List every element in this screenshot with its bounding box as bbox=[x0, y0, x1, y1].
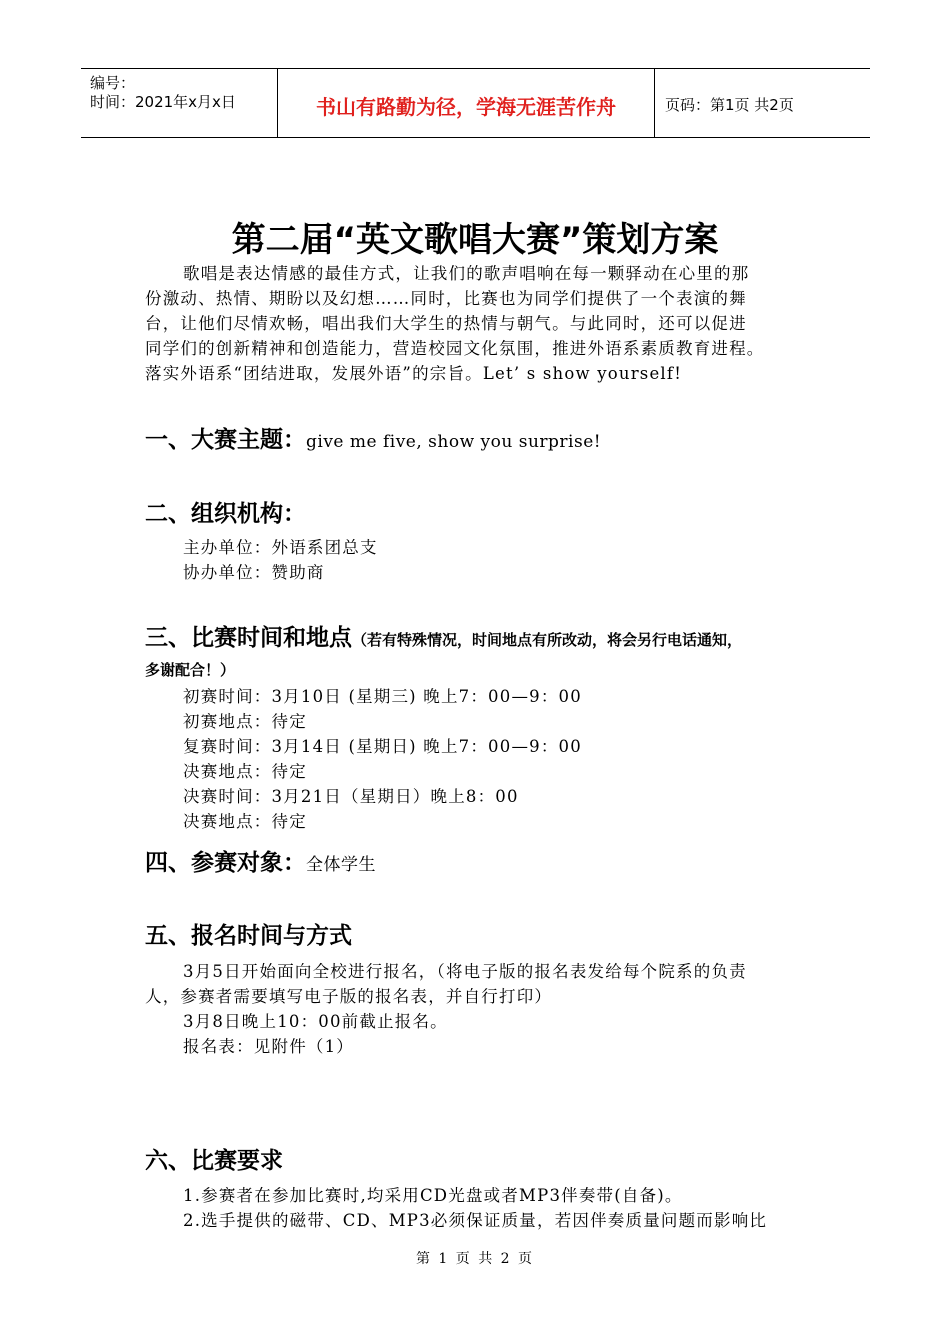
header-motto: 书山有路勤为径，学海无涯苦作舟 bbox=[316, 95, 616, 119]
registration-line: 3月5日开始面向全校进行报名，（将电子版的报名表发给每个院系的负责 bbox=[183, 962, 747, 981]
schedule-line: 初赛地点：待定 bbox=[183, 712, 307, 731]
section-schedule-note-end: 多谢配合！） bbox=[145, 661, 236, 679]
schedule-line: 决赛地点：待定 bbox=[183, 812, 307, 831]
section-theme-heading: 一、大赛主题： bbox=[145, 427, 306, 453]
section-schedule-heading: 三、比赛时间和地点 bbox=[145, 625, 352, 651]
header-page-cell bbox=[655, 69, 870, 137]
section-schedule-note: （若有特殊情况，时间地点有所改动，将会另行电话通知， bbox=[352, 631, 743, 649]
document-date-label: 时间：2021年x月x日 bbox=[90, 93, 236, 111]
document-number-label: 编号： bbox=[90, 74, 136, 92]
section-theme-value: give me five, show you surprise! bbox=[306, 432, 602, 452]
section-registration-heading: 五、报名时间与方式 bbox=[145, 923, 352, 949]
organizer-line: 协办单位：赞助商 bbox=[183, 563, 325, 582]
organizer-line: 主办单位：外语系团总支 bbox=[183, 538, 378, 557]
section-participants bbox=[145, 844, 376, 877]
intro-line: 落实外语系“团结进取，发展外语”的宗旨。Let’ s show yourself! bbox=[145, 364, 683, 383]
section-theme bbox=[145, 421, 601, 454]
header-info-cell bbox=[81, 69, 278, 137]
section-participants-heading: 四、参赛对象： bbox=[145, 850, 306, 876]
section-schedule bbox=[145, 619, 742, 652]
intro-line: 份激动、热情、期盼以及幻想……同时，比赛也为同学们提供了一个表演的舞 bbox=[145, 289, 747, 308]
document-title: 第二届“英文歌唱大赛”策划方案 bbox=[231, 220, 719, 260]
schedule-line: 复赛时间：3月14日 (星期日) 晚上7：00—9：00 bbox=[183, 737, 582, 756]
schedule-line: 初赛时间：3月10日 (星期三) 晚上7：00—9：00 bbox=[183, 687, 582, 706]
header-page-number: 页码：第1页 共2页 bbox=[665, 96, 794, 114]
header-motto-cell bbox=[278, 69, 655, 137]
registration-line: 报名表：见附件（1） bbox=[183, 1037, 354, 1056]
intro-line: 同学们的创新精神和创造能力，营造校园文化氛围，推进外语系素质教育进程。 bbox=[145, 339, 765, 358]
intro-line: 歌唱是表达情感的最佳方式，让我们的歌声唱响在每一颗驿动在心里的那 bbox=[183, 264, 750, 283]
schedule-line: 决赛地点：待定 bbox=[183, 762, 307, 781]
section-requirements-heading: 六、比赛要求 bbox=[145, 1148, 283, 1174]
intro-line: 台，让他们尽情欢畅，唱出我们大学生的热情与朝气。与此同时，还可以促进 bbox=[145, 314, 747, 333]
section-organizers-heading: 二、组织机构： bbox=[145, 501, 306, 527]
page-footer: 第 1 页 共 2 页 bbox=[415, 1251, 535, 1267]
requirement-line: 1.参赛者在参加比赛时,均采用CD光盘或者MP3伴奏带(自备)。 bbox=[183, 1186, 683, 1205]
section-participants-value: 全体学生 bbox=[306, 855, 376, 875]
schedule-line: 决赛时间：3月21日（星期日）晚上8：00 bbox=[183, 787, 519, 806]
requirement-line: 2.选手提供的磁带、CD、MP3必须保证质量，若因伴奏质量问题而影响比 bbox=[183, 1211, 768, 1230]
registration-line: 人，参赛者需要填写电子版的报名表，并自行打印） bbox=[145, 987, 553, 1006]
document-header bbox=[81, 68, 870, 138]
registration-line: 3月8日晚上10：00前截止报名。 bbox=[183, 1012, 448, 1031]
